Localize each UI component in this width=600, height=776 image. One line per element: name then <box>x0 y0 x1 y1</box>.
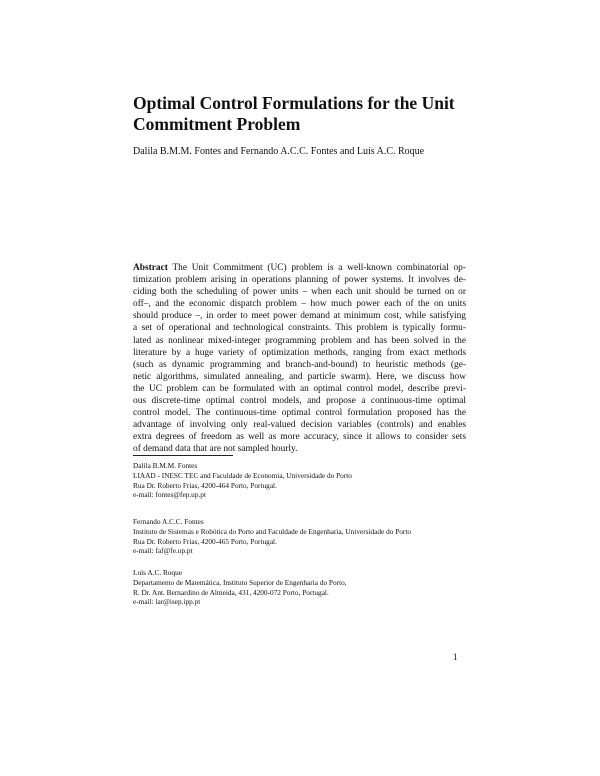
abstract-line: ciding both the scheduling of power units – when each unit should be turned on or <box>133 287 466 298</box>
abstract-line: literature by a huge variety of optimization methods, ranging from exact methods <box>133 347 466 358</box>
affiliation-address: R. Dr. Ant. Bernardino de Almeida, 431, 4200-072 Porto, Portugal. <box>133 587 329 597</box>
affiliation-address: Rua Dr. Roberto Frias, 4200-464 Porto, Portugal. <box>133 480 277 490</box>
abstract-line: the UC problem can be formulated with an optimal control model, describe previ- <box>133 383 466 394</box>
title-line: Optimal Control Formulations for the Unit <box>133 93 455 113</box>
affiliation-institution: Departamento de Matemática, Instituto Superior de Engenharia do Porto, <box>133 577 347 587</box>
abstract-line: advantage of involving only real-valued decision variables (controls) and enables <box>133 420 466 431</box>
abstract-line: a set of operational and technological constraints. This problem is typically formu- <box>133 323 466 334</box>
affiliation-block <box>133 517 411 556</box>
abstract-label: Abstract <box>133 263 168 273</box>
abstract-line: control model. The continuous-time optimal control formulation proposed has the <box>133 408 466 419</box>
affiliation-institution: Instituto de Sistemas e Robótica do Porto and Faculdade de Engenharia, Universidade do Porto <box>133 526 412 536</box>
abstract-line: (such as dynamic programming and branch-and-bound) to heuristic methods (ge- <box>133 359 466 370</box>
author-list: Dalila B.M.M. Fontes and Fernando A.C.C. Fontes and Luís A.C. Roque <box>133 146 425 157</box>
affiliation-address: Rua Dr. Roberto Frias, 4200-465 Porto, Portugal. <box>133 536 277 546</box>
affiliation-author: Luís A.C. Roque <box>133 568 183 577</box>
abstract-line-text: The Unit Commitment (UC) problem is a well-known combinatorial op- <box>172 263 466 273</box>
affiliation-email: e-mail: lar@isep.ipp.pt <box>133 597 201 607</box>
abstract-block <box>133 262 466 456</box>
page-number: 1 <box>453 652 458 662</box>
abstract-line: lated as nonlinear mixed-integer programming problem and has been solved in the <box>133 335 466 346</box>
affiliation-block <box>133 461 352 500</box>
paper-title <box>133 93 493 135</box>
abstract-line: netic algorithms, simulated annealing, and particle swarm). Here, we discuss how <box>133 371 466 382</box>
affiliation-author: Fernando A.C.C. Fontes <box>133 517 204 526</box>
footnote-divider <box>133 455 233 456</box>
affiliation-institution: LIAAD - INESC TEC and Faculdade de Economia, Universidade do Porto <box>133 470 352 480</box>
abstract-line: of demand data that are not sampled hourly. <box>133 444 298 455</box>
abstract-line <box>133 262 466 274</box>
title-line: Commitment Problem <box>133 114 301 134</box>
abstract-line: ous discrete-time optimal control models, and propose a continuous-time optimal <box>133 396 466 407</box>
abstract-line: off–, and the economic dispatch problem – how much power each of the on units <box>133 299 466 310</box>
abstract-line: timization problem arising in operations planning of power systems. It involves de- <box>133 275 466 286</box>
abstract-line: extra degrees of freedom as well as more accuracy, since it allows to consider sets <box>133 432 466 443</box>
affiliation-author: Dalila B.M.M. Fontes <box>133 461 198 470</box>
affiliation-email: e-mail: faf@fe.up.pt <box>133 546 193 556</box>
affiliation-block <box>133 568 347 607</box>
abstract-line: should produce –, in order to meet power demand at minimum cost, while satisfying <box>133 311 466 322</box>
affiliation-email: e-mail: fontes@fep.up.pt <box>133 490 206 500</box>
